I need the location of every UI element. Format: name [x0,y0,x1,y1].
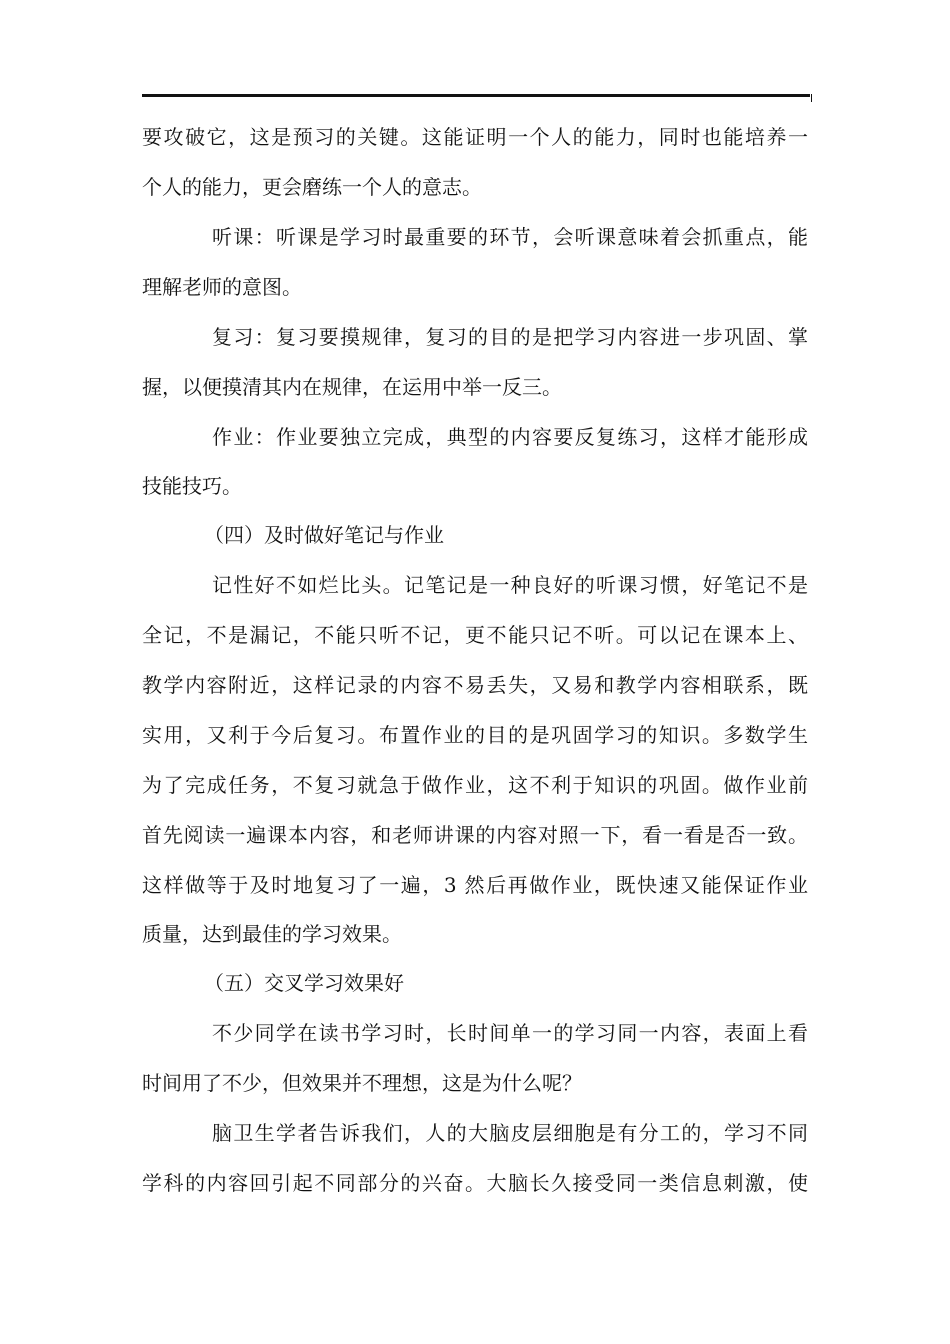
section-heading: （五）交叉学习效果好 [204,971,404,995]
body-line: 个人的能力，更会磨练一个人的意志。 [142,175,482,199]
body-line: 教学内容附近，这样记录的内容不易丢失，又易和教学内容相联系，既 [142,673,808,697]
body-line: 学科的内容回引起不同部分的兴奋。大脑长久接受同一类信息刺激，使 [142,1171,808,1195]
body-line: 记性好不如烂比头。记笔记是一种良好的听课习惯，好笔记不是 [212,573,808,597]
body-line: 握，以便摸清其内在规律，在运用中举一反三。 [142,375,562,399]
body-line: 理解老师的意图。 [142,275,302,299]
body-line: 首先阅读一遍课本内容，和老师讲课的内容对照一下，看一看是否一致。 [142,823,808,847]
section-heading: （四）及时做好笔记与作业 [204,523,444,547]
body-line: 时间用了不少，但效果并不理想，这是为什么呢？ [142,1071,582,1095]
body-line: 作业：作业要独立完成，典型的内容要反复练习，这样才能形成 [212,425,808,449]
body-line: 这样做等于及时地复习了一遍，3 然后再做作业，既快速又能保证作业 [142,873,808,897]
body-line: 复习：复习要摸规律，复习的目的是把学习内容进一步巩固、掌 [212,325,808,349]
header-rule [142,94,810,97]
body-line: 脑卫生学者告诉我们，人的大脑皮层细胞是有分工的，学习不同 [212,1121,808,1145]
body-line: 听课：听课是学习时最重要的环节，会听课意味着会抓重点，能 [212,225,808,249]
body-line: 不少同学在读书学习时，长时间单一的学习同一内容，表面上看 [212,1021,808,1045]
document-body [142,112,808,1208]
body-line: 全记，不是漏记，不能只听不记，更不能只记不听。可以记在课本上、 [142,623,808,647]
body-line: 为了完成任务，不复习就急于做作业，这不利于知识的巩固。做作业前 [142,773,808,797]
body-line: 质量，达到最佳的学习效果。 [142,922,402,946]
body-line: 技能技巧。 [142,474,242,498]
body-line: 实用，又利于今后复习。布置作业的目的是巩固学习的知识。多数学生 [142,723,808,747]
body-line: 要攻破它，这是预习的关键。这能证明一个人的能力，同时也能培养一 [142,125,808,149]
